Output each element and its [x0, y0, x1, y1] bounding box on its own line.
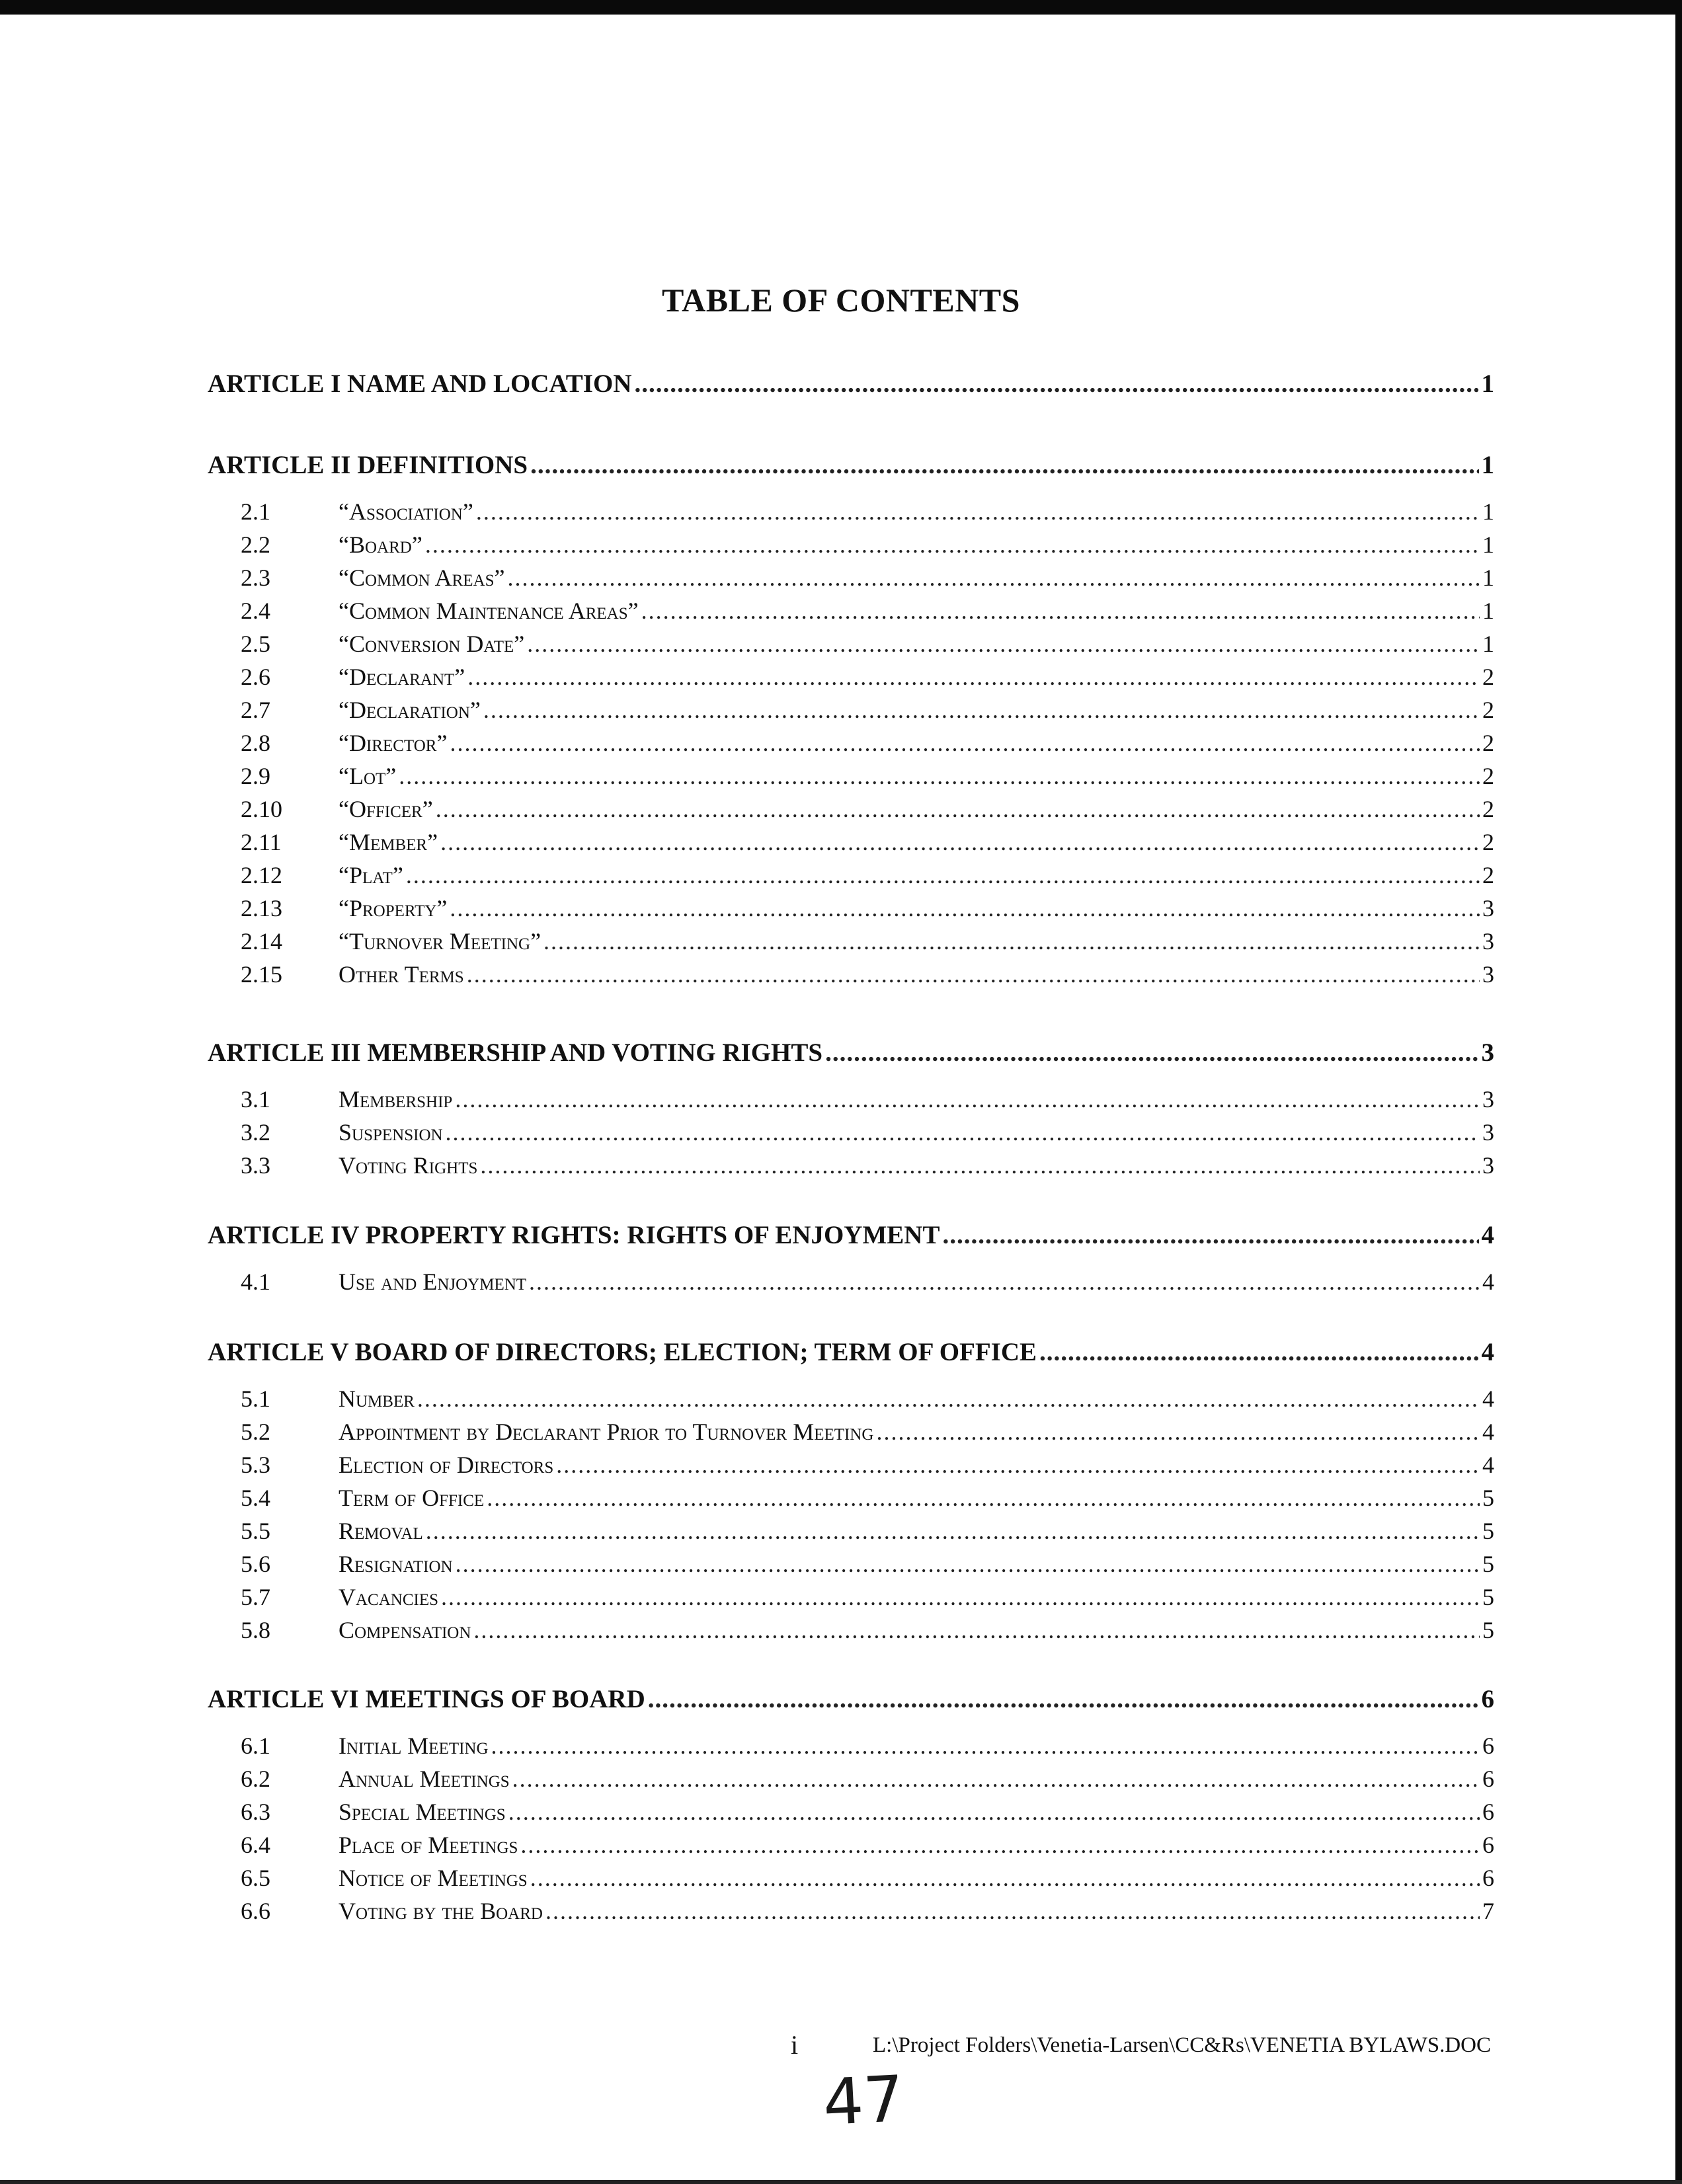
dot-leader — [426, 1517, 1480, 1545]
section-title: Voting by the Board — [339, 1898, 543, 1924]
section-number: 2.4 — [241, 598, 270, 624]
dot-leader — [487, 1484, 1480, 1512]
toc-article-row[interactable] — [208, 1220, 1494, 1250]
page-number: 2 — [1482, 697, 1494, 723]
section-title: Annual Meetings — [339, 1766, 510, 1792]
section-number: 2.9 — [241, 763, 270, 789]
page-number: 4 — [1482, 1419, 1494, 1445]
page-number: 1 — [1482, 598, 1494, 624]
section-title: “Property” — [339, 895, 448, 921]
page-number: 5 — [1482, 1584, 1494, 1610]
scan-right-border — [1675, 0, 1682, 2184]
dot-leader — [512, 1765, 1480, 1793]
dot-leader — [529, 1268, 1480, 1296]
dot-leader — [480, 1151, 1480, 1179]
section-title: Place of Meetings — [339, 1832, 518, 1858]
toc-article-row[interactable] — [208, 1684, 1494, 1714]
dot-leader — [450, 894, 1480, 922]
section-number: 2.5 — [241, 631, 270, 657]
toc-section-row[interactable] — [208, 927, 1494, 955]
page-number: 3 — [1482, 928, 1494, 955]
dot-leader — [399, 762, 1480, 790]
page-number: 6 — [1481, 1685, 1494, 1713]
section-title: Membership — [339, 1086, 453, 1112]
page-number: 5 — [1482, 1617, 1494, 1643]
section-number: 4.1 — [241, 1268, 270, 1295]
section-number: 2.1 — [241, 498, 270, 525]
section-title: Special Meetings — [339, 1799, 506, 1825]
page-number: 4 — [1481, 1221, 1494, 1249]
section-number: 5.8 — [241, 1617, 270, 1643]
toc-section-row[interactable] — [208, 1385, 1494, 1413]
toc-section-row[interactable] — [208, 498, 1494, 526]
section-number: 2.11 — [241, 829, 282, 855]
toc-section-row[interactable] — [208, 1831, 1494, 1859]
section-number: 2.6 — [241, 664, 270, 690]
dot-leader — [446, 1118, 1480, 1146]
section-title: Appointment by Declarant Prior to Turnover Meeting — [339, 1419, 874, 1445]
page-number: 6 — [1482, 1832, 1494, 1858]
section-title: Compensation — [339, 1617, 471, 1643]
dot-leader — [1039, 1337, 1478, 1367]
article-title: ARTICLE III MEMBERSHIP AND VOTING RIGHTS — [208, 1038, 823, 1067]
page-number: 1 — [1481, 370, 1494, 398]
section-title: Voting Rights — [339, 1152, 478, 1179]
section-title: “Common Maintenance Areas” — [339, 598, 639, 624]
toc-section-row[interactable] — [208, 663, 1494, 691]
toc-article-row[interactable] — [208, 450, 1494, 480]
toc-section-row[interactable] — [208, 1765, 1494, 1793]
dot-leader — [450, 729, 1480, 757]
toc-article-row[interactable] — [208, 1337, 1494, 1367]
dot-leader — [634, 369, 1478, 399]
toc-section-row[interactable] — [208, 696, 1494, 724]
section-title: “Declaration” — [339, 697, 481, 723]
toc-section-row[interactable] — [208, 1583, 1494, 1611]
section-number: 5.5 — [241, 1518, 270, 1544]
dot-leader — [476, 498, 1480, 526]
page-number: 3 — [1482, 1119, 1494, 1146]
section-number: 5.2 — [241, 1419, 270, 1445]
section-title: Other Terms — [339, 961, 464, 988]
page-number: 3 — [1482, 895, 1494, 921]
section-title: “Turnover Meeting” — [339, 928, 541, 955]
section-number: 6.1 — [241, 1733, 270, 1759]
page-number: 1 — [1482, 498, 1494, 525]
toc-section-row[interactable] — [208, 1451, 1494, 1479]
dot-leader — [556, 1451, 1480, 1479]
page-number: 2 — [1482, 730, 1494, 756]
dot-leader — [467, 960, 1480, 988]
toc-section-row[interactable] — [208, 1897, 1494, 1925]
page-title: TABLE OF CONTENTS — [662, 282, 1020, 319]
page-number: 6 — [1482, 1799, 1494, 1825]
page-number: 6 — [1482, 1766, 1494, 1792]
section-number: 6.5 — [241, 1865, 270, 1891]
dot-leader — [530, 1864, 1480, 1892]
page-number: 4 — [1482, 1452, 1494, 1478]
page-number: 4 — [1482, 1268, 1494, 1295]
section-number: 5.3 — [241, 1452, 270, 1478]
footer-file-path: L:\Project Folders\Venetia-Larsen\CC&Rs\VENETIA BYLAWS.DOC — [873, 2033, 1491, 2057]
toc-section-row[interactable] — [208, 960, 1494, 988]
dot-leader — [455, 1085, 1480, 1113]
toc-article-row[interactable] — [208, 1038, 1494, 1068]
page-number: 3 — [1481, 1038, 1494, 1067]
dot-leader — [417, 1385, 1480, 1413]
section-title: Vacancies — [339, 1584, 439, 1610]
section-number: 2.15 — [241, 961, 282, 988]
article-title: ARTICLE VI MEETINGS OF BOARD — [208, 1685, 645, 1713]
dot-leader — [825, 1038, 1478, 1068]
page-number: 3 — [1482, 1086, 1494, 1112]
section-number: 2.3 — [241, 565, 270, 591]
toc-section-row[interactable] — [208, 1484, 1494, 1512]
dot-leader — [942, 1220, 1478, 1250]
toc-section-row[interactable] — [208, 1268, 1494, 1296]
dot-leader — [441, 1583, 1480, 1611]
section-number: 5.4 — [241, 1485, 270, 1511]
toc-section-row[interactable] — [208, 729, 1494, 757]
toc-section-row[interactable] — [208, 1517, 1494, 1545]
toc-section-row[interactable] — [208, 1864, 1494, 1892]
section-number: 3.2 — [241, 1119, 270, 1146]
dot-leader — [436, 795, 1480, 823]
section-title: Notice of Meetings — [339, 1865, 528, 1891]
toc-section-row[interactable] — [208, 1798, 1494, 1826]
dot-leader — [648, 1684, 1479, 1714]
dot-leader — [473, 1616, 1480, 1644]
page-number: 2 — [1482, 664, 1494, 690]
page-number: 1 — [1482, 565, 1494, 591]
article-title: ARTICLE I NAME AND LOCATION — [208, 370, 632, 398]
toc-section-row[interactable] — [208, 795, 1494, 823]
section-number: 2.7 — [241, 697, 270, 723]
page-number: 6 — [1482, 1733, 1494, 1759]
dot-leader — [456, 1550, 1480, 1578]
section-number: 2.14 — [241, 928, 282, 955]
section-title: “Member” — [339, 829, 438, 855]
dot-leader — [467, 663, 1480, 691]
section-title: “Lot” — [339, 763, 397, 789]
toc-section-row[interactable] — [208, 1616, 1494, 1644]
toc-section-row[interactable] — [208, 1418, 1494, 1446]
page-number: 6 — [1482, 1865, 1494, 1891]
page-number: 2 — [1482, 829, 1494, 855]
article-title: ARTICLE II DEFINITIONS — [208, 451, 528, 479]
section-number: 6.4 — [241, 1832, 270, 1858]
scan-top-border — [0, 0, 1682, 15]
section-number: 2.2 — [241, 531, 270, 558]
section-number: 2.8 — [241, 730, 270, 756]
section-title: “Declarant” — [339, 664, 465, 690]
page-number: 3 — [1482, 1152, 1494, 1179]
dot-leader — [508, 564, 1480, 592]
toc-section-row[interactable] — [208, 1550, 1494, 1578]
toc-section-row[interactable] — [208, 1085, 1494, 1113]
section-number: 5.7 — [241, 1584, 270, 1610]
page-number: 2 — [1482, 796, 1494, 822]
dot-leader — [440, 828, 1480, 856]
dot-leader — [876, 1418, 1480, 1446]
page-number: 4 — [1481, 1338, 1494, 1366]
dot-leader — [543, 927, 1480, 955]
section-title: “Conversion Date” — [339, 631, 525, 657]
page-number: 1 — [1482, 531, 1494, 558]
section-title: Term of Office — [339, 1485, 485, 1511]
dot-leader — [530, 450, 1478, 480]
section-title: Use and Enjoyment — [339, 1268, 527, 1295]
section-title: “Officer” — [339, 796, 433, 822]
toc-section-row[interactable] — [208, 1732, 1494, 1760]
section-number: 2.13 — [241, 895, 282, 921]
section-number: 2.12 — [241, 862, 282, 888]
footer-page-number: i — [791, 2030, 799, 2060]
page-number: 7 — [1482, 1898, 1494, 1924]
toc-section-row[interactable] — [208, 1118, 1494, 1146]
toc-article-row[interactable] — [208, 369, 1494, 399]
section-number: 6.2 — [241, 1766, 270, 1792]
section-title: “Plat” — [339, 862, 403, 888]
page-number: 5 — [1482, 1485, 1494, 1511]
section-number: 5.6 — [241, 1551, 270, 1577]
handwritten-mark: 47 — [821, 2061, 906, 2140]
dot-leader — [491, 1732, 1480, 1760]
section-number: 3.1 — [241, 1086, 270, 1112]
toc-section-row[interactable] — [208, 762, 1494, 790]
dot-leader — [527, 630, 1480, 658]
dot-leader — [508, 1798, 1480, 1826]
section-number: 6.6 — [241, 1898, 270, 1924]
section-title: Initial Meeting — [339, 1733, 489, 1759]
section-title: Resignation — [339, 1551, 453, 1577]
toc-section-row[interactable] — [208, 630, 1494, 658]
dot-leader — [406, 861, 1480, 889]
page-number: 5 — [1482, 1518, 1494, 1544]
section-title: Removal — [339, 1518, 423, 1544]
scan-bottom-border — [0, 2180, 1682, 2184]
section-title: Suspension — [339, 1119, 443, 1146]
section-number: 3.3 — [241, 1152, 270, 1179]
section-title: “Board” — [339, 531, 422, 558]
section-title: “Common Areas” — [339, 565, 505, 591]
page-number: 1 — [1481, 451, 1494, 479]
page-number: 2 — [1482, 763, 1494, 789]
section-title: Election of Directors — [339, 1452, 554, 1478]
toc-section-row[interactable] — [208, 597, 1494, 625]
section-number: 2.10 — [241, 796, 282, 822]
dot-leader — [641, 597, 1480, 625]
section-title: Number — [339, 1385, 415, 1412]
toc-section-row[interactable] — [208, 564, 1494, 592]
page-number: 2 — [1482, 862, 1494, 888]
toc-section-row[interactable] — [208, 1151, 1494, 1179]
page-number: 1 — [1482, 631, 1494, 657]
toc-section-row[interactable] — [208, 531, 1494, 559]
page-number: 5 — [1482, 1551, 1494, 1577]
toc-section-row[interactable] — [208, 894, 1494, 922]
dot-leader — [520, 1831, 1480, 1859]
page-number: 4 — [1482, 1385, 1494, 1412]
section-title: “Association” — [339, 498, 473, 525]
article-title: ARTICLE V BOARD OF DIRECTORS; ELECTION; TERM OF OFFICE — [208, 1338, 1037, 1366]
dot-leader — [483, 696, 1480, 724]
section-title: “Director” — [339, 730, 448, 756]
dot-leader — [425, 531, 1480, 559]
toc-section-row[interactable] — [208, 828, 1494, 856]
article-title: ARTICLE IV PROPERTY RIGHTS: RIGHTS OF ENJOYMENT — [208, 1221, 940, 1249]
section-number: 5.1 — [241, 1385, 270, 1412]
dot-leader — [545, 1897, 1480, 1925]
toc-section-row[interactable] — [208, 861, 1494, 889]
section-number: 6.3 — [241, 1799, 270, 1825]
page-number: 3 — [1482, 961, 1494, 988]
